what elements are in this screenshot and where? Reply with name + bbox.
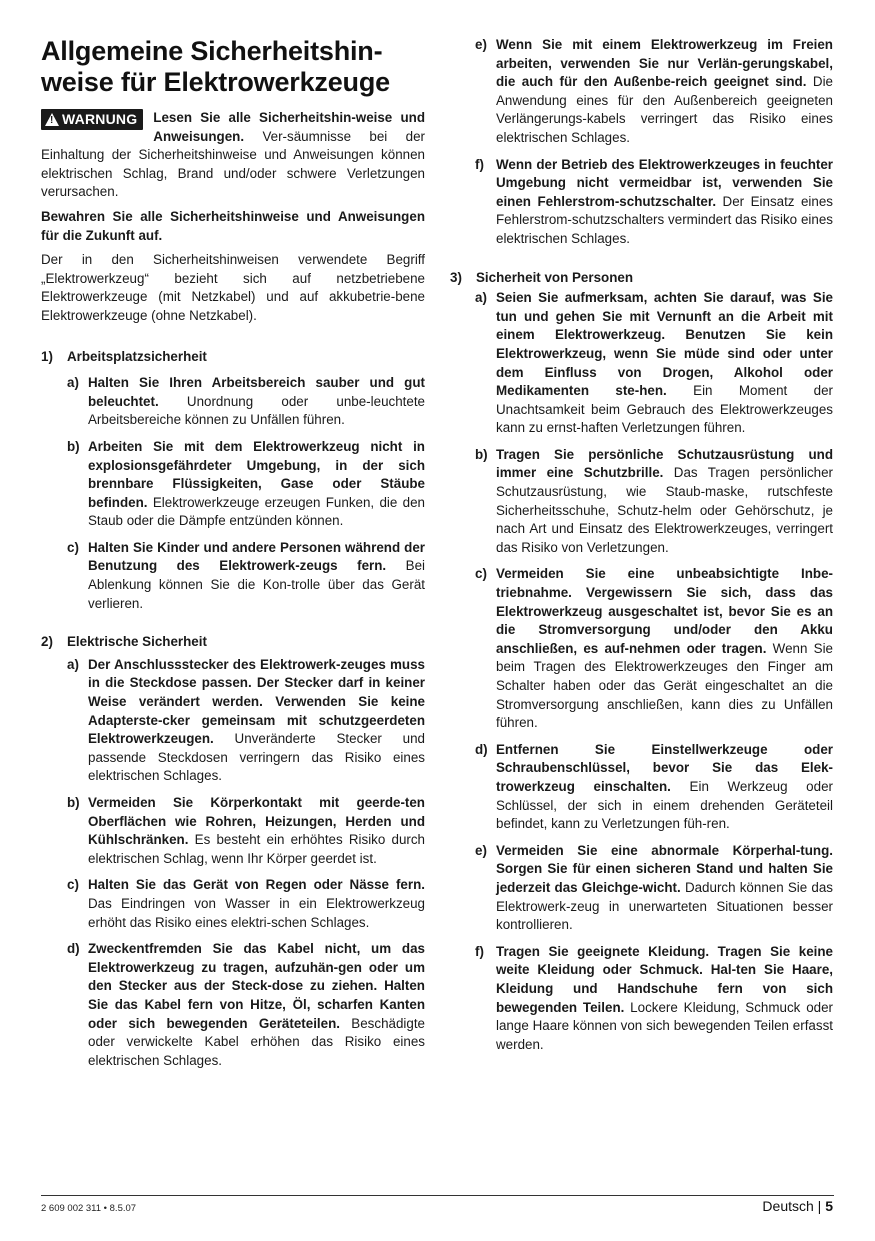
page-title: Allgemeine Sicherheitshin- weise für Elektrowerkzeuge bbox=[41, 36, 390, 97]
footer-divider bbox=[41, 1195, 834, 1196]
list-item: d) Zweckentfremden Sie das Kabel nicht, um das Elektrowerkzeug zu tragen, aufzuhän-gen oder um den Stecker aus der Steck-dose zu ziehen. Halten Sie das Kabel fern von Hitze, Öl, scharfen Kanten oder sich bewegenden Geräteteilen. Beschädigte oder verwickelte Kabel erhöhen das Risiko eines elektrischen Schlages. bbox=[67, 941, 425, 1068]
footer-separator: | bbox=[817, 1198, 822, 1214]
definition-paragraph: Der in den Sicherheitshinweisen verwendete Begriff „Elektrowerkzeug“ bezieht sich auf netzbetriebene Elektrowerkzeuge (mit Netzkabel) und auf akkubetrie-bene Elektrowerkzeuge (ohne Netzkabel). bbox=[41, 252, 425, 323]
footer-page-info bbox=[762, 1198, 833, 1214]
list-item: b) Tragen Sie persönliche Schutzausrüstung und immer eine Schutzbrille. Das Tragen persönlicher Schutzausrüstung, wie Staub-maske, rutschfeste Sicherheitsschuhe, Schutz-helm oder Gehörschutz, je nach Art und Einsatz des Elektrowerkzeuges, verringert das Risiko von Verletzungen. bbox=[475, 446, 834, 555]
section-heading: 1) Arbeitsplatzsicherheit bbox=[41, 348, 207, 364]
warning-badge: ! WARNUNG bbox=[41, 109, 143, 130]
list-item: e) Vermeiden Sie eine abnormale Körperhal-tung. Sorgen Sie für einen sicheren Stand und halten Sie jederzeit das Gleichge-wicht. Dadurch können Sie das Elektrowerk-zeug in unerwarteten Situationen besser kontrollieren. bbox=[475, 842, 833, 933]
footer-language: Deutsch bbox=[762, 1198, 814, 1214]
footer-page-number: 5 bbox=[825, 1198, 833, 1214]
list-item: f) Tragen Sie geeignete Kleidung. Tragen Sie keine weite Kleidung oder Schmuck. Hal-ten Sie Haare, Kleidung und Handschuhe fern von sich bewegenden Teilen. Lockere Kleidung, Schmuck oder lange Haare können von sich bewegenden Teilen erfasst werden. bbox=[475, 943, 833, 1052]
warning-block bbox=[41, 109, 425, 202]
list-item: b) Arbeiten Sie mit dem Elektrowerkzeug nicht in explosionsgefährdeter Umgebung, in der sich brennbare Flüssigkeiten, Gase oder Stäube befinden. Elektrowerkzeuge erzeugen Funken, die den Staub oder die Dämpfe entzünden können. bbox=[67, 438, 425, 529]
keep-notice: Bewahren Sie alle Sicherheitshinweise und Anweisungen für die Zukunft auf. bbox=[41, 208, 425, 243]
section-heading: 3) Sicherheit von Personen bbox=[450, 269, 634, 285]
warning-triangle-icon: ! bbox=[45, 113, 59, 126]
list-item: c) Halten Sie das Gerät von Regen oder Nässe fern. Das Eindringen von Wasser in ein Elektrowerkzeug erhöht das Risiko eines elektri-schen Schlages. bbox=[67, 877, 425, 930]
left-column bbox=[41, 36, 425, 1070]
list-item: e) Wenn Sie mit einem Elektrowerkzeug im Freien arbeiten, verwenden Sie nur Verlän-gerungskabel, die auch für den Außenbe-reich geeignet sind. Die Anwendung eines für den Außenbereich geeigneten Verlängerungs-kabels verringert das Risiko eines elektrischen Schlages. bbox=[475, 37, 833, 145]
list-item: f) Wenn der Betrieb des Elektrowerkzeuges in feuchter Umgebung nicht vermeidbar ist, verwenden Sie einen Fehlerstrom-schutzschalter. Der Einsatz eines Fehlerstrom-schutzschalters vermindert das Risiko eines elektrischen Schlages. bbox=[475, 156, 833, 246]
list-item: a) Halten Sie Ihren Arbeitsbereich sauber und gut beleuchtet. Unordnung oder unbe-leuchtete Arbeitsbereiche können zu Unfällen führen. bbox=[67, 375, 425, 428]
list-item: c) Halten Sie Kinder und andere Personen während der Benutzung des Elektrowerk-zeugs fern. Bei Ablenkung können Sie die Kon-trolle über das Gerät verlieren. bbox=[67, 539, 426, 611]
warning-lead: Lesen Sie alle Sicherheitshin-weise und Anweisungen. bbox=[153, 110, 425, 144]
section-heading: 2) Elektrische Sicherheit bbox=[41, 634, 207, 650]
footer-doc-code: 2 609 002 311 • 8.5.07 bbox=[41, 1203, 137, 1214]
list-item: a) Der Anschlussstecker des Elektrowerk-zeuges muss in die Steckdose passen. Der Stecker darf in keiner Weise verändert werden. Verwenden Sie keine Adapterste-cker gemeinsam mit schutzgeerdeten Elektrowerkzeugen. Unveränderte Stecker und passende Steckdosen verringern das Risiko eines elektrischen Schlages. bbox=[67, 656, 425, 784]
list-item: c) Vermeiden Sie eine unbeabsichtigte Inbe-triebnahme. Vergewissern Sie sich, dass das Elektrowerkzeug ausgeschaltet ist, bevor Sie es an die Stromversorgung und/oder den Akku anschließen, es auf-nehmen oder tragen. Wenn Sie beim Tragen des Elektrowerkzeuges den Finger am Schalter haben oder das Gerät eingeschaltet an die Stromversorgung anschließen, kann dies zu Unfällen führen. bbox=[475, 566, 833, 731]
right-column bbox=[450, 36, 833, 1054]
list-item: d) Entfernen Sie Einstellwerkzeuge oder Schraubenschlüssel, bevor Sie das Elek-trowerkzeug einschalten. Ein Werkzeug oder Schlüssel, der sich in einem drehenden Geräteteil befindet, kann zu Verletzungen füh-ren. bbox=[475, 741, 833, 832]
list-item: b) Vermeiden Sie Körperkontakt mit geerde-ten Oberflächen wie Rohren, Heizungen, Herden und Kühlschränken. Es besteht ein erhöhtes Risiko durch elektrischen Schlag, wenn Ihr Körper geerdet ist. bbox=[67, 795, 425, 866]
warning-text: Ver-säumnisse bei der Einhaltung der Sicherheitshinweise und Anweisungen können elektrischen Schlag, Brand und/oder schwere Verletzungen verursachen. bbox=[41, 128, 425, 200]
list-item: a) Seien Sie aufmerksam, achten Sie darauf, was Sie tun und gehen Sie mit Vernunft an die Arbeit mit einem Elektrowerkzeug. Benutzen Sie kein Elektrowerkzeug, wenn Sie müde sind oder unter dem Einfluss von Drogen, Alkohol oder Medikamenten ste-hen. Ein Moment der Unachtsamkeit beim Gebrauch des Elektrowerkzeuges kann zu ernst-haften Verletzungen führen. bbox=[475, 290, 833, 436]
